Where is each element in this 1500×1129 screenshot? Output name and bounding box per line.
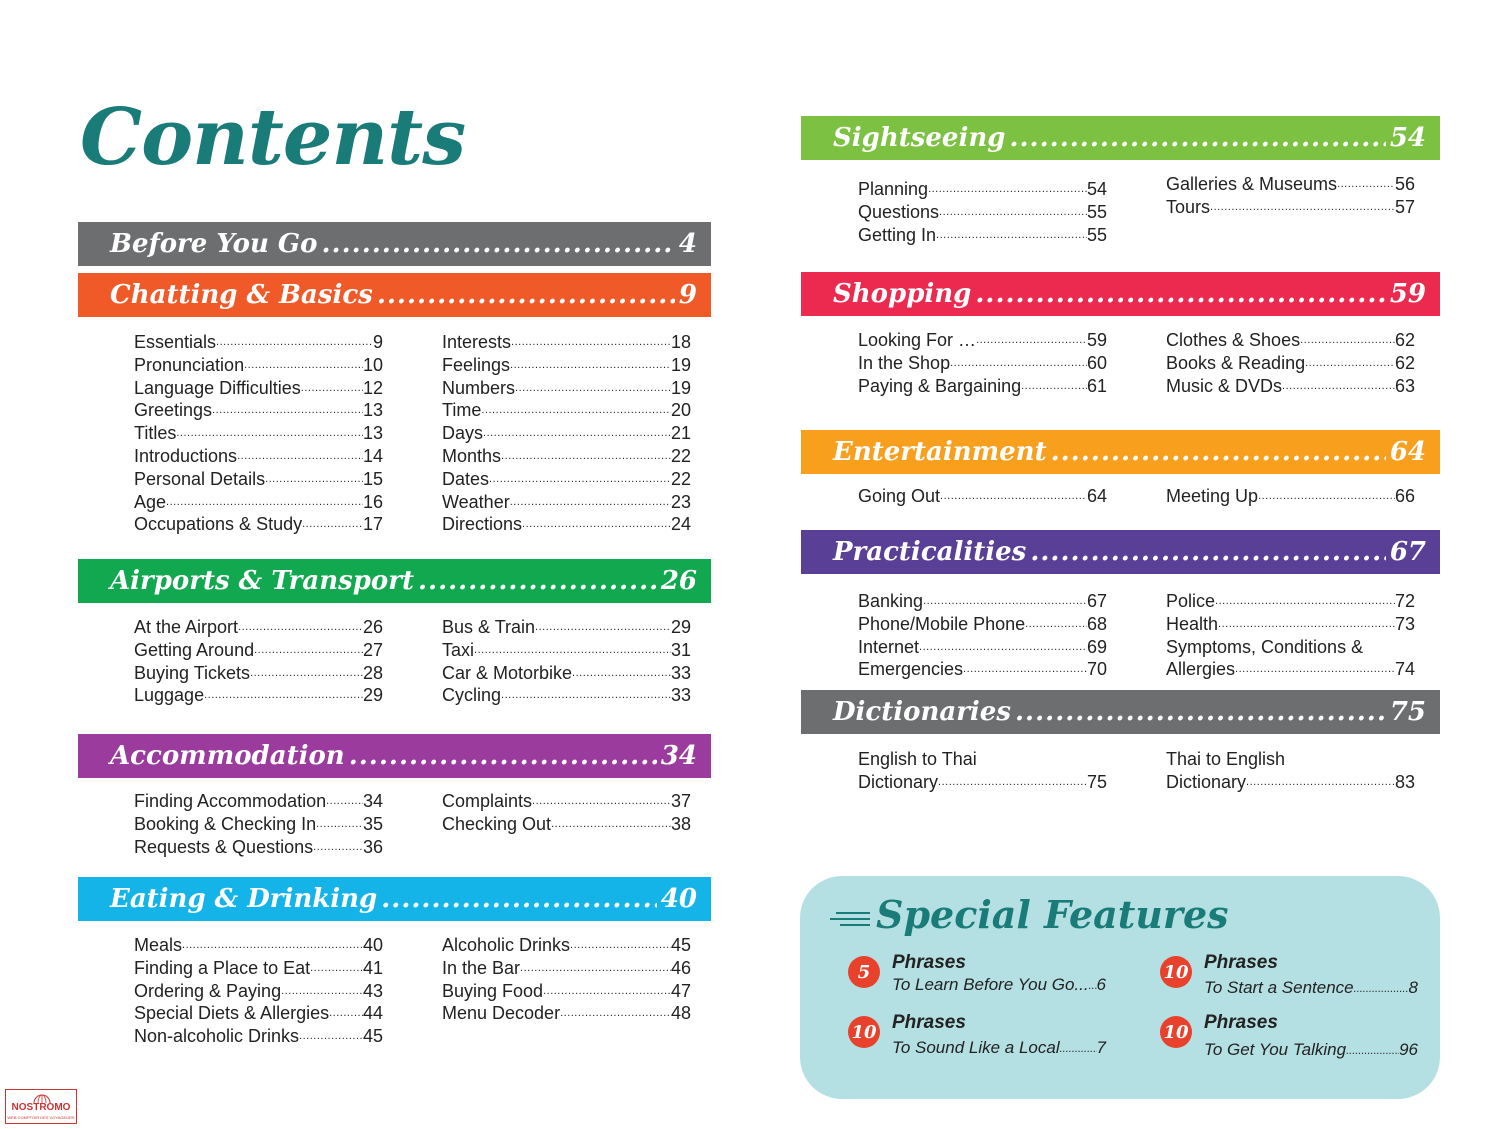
entry-page: 38 <box>670 813 691 834</box>
toc-column <box>858 178 1107 246</box>
entry-label: Checking Out <box>442 813 552 834</box>
section-page: 54 <box>1389 123 1426 153</box>
section-name: Shopping <box>833 279 972 309</box>
entry-page: 66 <box>1394 486 1415 506</box>
entry-label: Internet <box>858 636 920 657</box>
section-name: Practicalities <box>833 537 1027 567</box>
entry-label: Weather <box>442 491 510 512</box>
toc-column <box>858 590 1107 681</box>
toc-column <box>442 616 691 707</box>
toc-column <box>1166 748 1415 794</box>
toc-entry[interactable] <box>858 636 1107 659</box>
toc-entry[interactable] <box>858 178 1107 201</box>
entry-label: Alcoholic Drinks <box>442 935 571 955</box>
toc-column <box>442 331 691 536</box>
entry-label: Finding a Place to Eat <box>134 957 311 978</box>
toc-entry[interactable] <box>442 934 691 957</box>
entry-page: 75 <box>1086 771 1107 792</box>
toc-column <box>442 790 691 836</box>
toc-entry[interactable] <box>134 934 383 957</box>
entry-page: 63 <box>1394 375 1415 396</box>
entry-page: 13 <box>362 423 383 444</box>
toc-entry[interactable] <box>858 485 1107 508</box>
entry-page: 10 <box>362 354 383 375</box>
entry-label: Banking <box>858 591 924 611</box>
toc-entry[interactable] <box>1166 196 1415 219</box>
toc-entry[interactable] <box>1166 352 1415 375</box>
entry-label: Meeting Up <box>1166 486 1259 506</box>
logo-tagline: WEB COMPTOIR DES VOYAGEURS <box>7 1115 75 1120</box>
entry-label: Going Out <box>858 486 941 506</box>
section-bar-entertainment[interactable] <box>801 430 1440 474</box>
entry-page: 13 <box>362 400 383 421</box>
section-bar-practicalities[interactable] <box>801 530 1440 574</box>
number-badge: 5 <box>848 956 880 988</box>
toc-entry[interactable] <box>442 445 691 468</box>
entry-label: Cycling <box>442 685 502 706</box>
feature-heading: Phrases <box>1204 1012 1278 1033</box>
toc-entry[interactable] <box>1166 590 1415 613</box>
entry-page: 22 <box>670 445 691 466</box>
toc-column <box>134 934 383 1048</box>
toc-entry[interactable] <box>442 331 691 354</box>
entry-label: Dictionary <box>1166 771 1247 792</box>
entry-label: Interests <box>442 332 512 352</box>
entry-label: Ordering & Paying <box>134 980 282 1001</box>
feature-subtitle: To Sound Like a Local <box>892 1038 1060 1057</box>
toc-entry[interactable] <box>1166 173 1415 196</box>
entry-label: Titles <box>134 423 177 444</box>
toc-entry[interactable] <box>134 331 383 354</box>
entry-label: Dates <box>442 468 490 489</box>
toc-entry[interactable] <box>858 658 1107 681</box>
entry-page: 69 <box>1086 636 1107 657</box>
entry-page: 74 <box>1394 659 1415 680</box>
toc-entry[interactable] <box>134 445 383 468</box>
feature-heading: Phrases <box>892 1012 966 1033</box>
toc-entry[interactable] <box>134 377 383 400</box>
entry-page: 33 <box>670 685 691 706</box>
toc-entry[interactable] <box>134 399 383 422</box>
entry-page: 48 <box>670 1003 691 1024</box>
entry-page: 57 <box>1394 196 1415 217</box>
entry-label: Special Diets & Allergies <box>134 1003 330 1024</box>
entry-page: 15 <box>362 468 383 489</box>
section-page: 26 <box>660 566 697 596</box>
entry-page: 45 <box>362 1026 383 1047</box>
toc-entry[interactable] <box>1166 329 1415 352</box>
section-name: Before You Go <box>110 229 318 259</box>
section-page: 59 <box>1389 279 1426 309</box>
toc-entry[interactable] <box>134 836 383 859</box>
entry-label: Galleries & Museums <box>1166 174 1338 194</box>
entry-page: 73 <box>1394 613 1415 634</box>
entry-label: Buying Food <box>442 980 544 1001</box>
entry-label: Police <box>1166 591 1216 611</box>
toc-column <box>1166 329 1415 397</box>
toc-entry[interactable] <box>858 771 1107 794</box>
toc-entry[interactable] <box>1166 658 1415 681</box>
entry-label: Non-alcoholic Drinks <box>134 1026 300 1047</box>
toc-entry[interactable] <box>134 813 383 836</box>
entry-page: 46 <box>670 957 691 978</box>
toc-entry[interactable] <box>858 375 1107 398</box>
number-badge: 10 <box>848 1016 880 1048</box>
feature-heading: Phrases <box>892 952 966 973</box>
toc-entry[interactable] <box>134 468 383 491</box>
entry-label: Planning <box>858 179 929 199</box>
toc-column <box>1166 173 1415 219</box>
entry-label: Bus & Train <box>442 617 536 637</box>
toc-entry[interactable] <box>442 980 691 1003</box>
toc-entry[interactable] <box>442 616 691 639</box>
entry-label: Dictionary <box>858 771 939 792</box>
toc-entry[interactable] <box>858 201 1107 224</box>
entry-page: 54 <box>1086 179 1107 199</box>
entry-label: Car & Motorbike <box>442 662 573 683</box>
section-bar-eating-drinking[interactable] <box>78 877 711 921</box>
section-bar-sightseeing[interactable] <box>801 116 1440 160</box>
toc-entry[interactable] <box>442 513 691 536</box>
entry-label: Clothes & Shoes <box>1166 330 1301 350</box>
entry-label: Directions <box>442 514 523 535</box>
toc-entry[interactable] <box>858 748 1107 771</box>
number-badge: 10 <box>1160 956 1192 988</box>
entry-label: Introductions <box>134 445 238 466</box>
feature-page: 8 <box>1408 978 1418 997</box>
entry-page: 72 <box>1394 591 1415 611</box>
toc-column <box>858 485 1107 508</box>
toc-entry[interactable] <box>134 513 383 536</box>
toc-entry[interactable] <box>442 662 691 685</box>
entry-page: 70 <box>1086 659 1107 680</box>
entry-page: 44 <box>362 1003 383 1024</box>
toc-entry[interactable] <box>442 354 691 377</box>
toc-column <box>134 331 383 536</box>
entry-page: 9 <box>372 332 383 352</box>
toc-entry[interactable] <box>442 813 691 836</box>
feature-page: 6 <box>1096 975 1106 994</box>
entry-label: Symptoms, Conditions & <box>1166 636 1364 657</box>
entry-label: Time <box>442 400 482 421</box>
entry-page: 14 <box>362 445 383 466</box>
entry-label: Booking & Checking In <box>134 813 317 834</box>
entry-page: 68 <box>1086 613 1107 634</box>
feature-subtitle: To Start a Sentence <box>1204 978 1354 997</box>
toc-entry[interactable] <box>1166 748 1415 771</box>
entry-label: Meals <box>134 935 183 955</box>
entry-page: 29 <box>362 685 383 706</box>
toc-entry[interactable] <box>442 491 691 514</box>
entry-page: 35 <box>362 813 383 834</box>
toc-entry[interactable] <box>134 684 383 707</box>
entry-page: 28 <box>362 662 383 683</box>
entry-label: Health <box>1166 613 1219 634</box>
entry-page: 20 <box>670 400 691 421</box>
toc-entry[interactable] <box>858 590 1107 613</box>
section-bar-accommodation[interactable] <box>78 734 711 778</box>
entry-label: Feelings <box>442 354 511 375</box>
entry-label: Greetings <box>134 400 213 421</box>
toc-entry[interactable] <box>134 491 383 514</box>
entry-label: Tours <box>1166 196 1211 217</box>
toc-entry[interactable] <box>1166 771 1415 794</box>
entry-label: Looking For … <box>858 330 977 350</box>
entry-page: 33 <box>670 662 691 683</box>
entry-label: Paying & Bargaining <box>858 375 1022 396</box>
entry-page: 61 <box>1086 375 1107 396</box>
feature-subtitle: To Get You Talking <box>1204 1040 1347 1059</box>
section-bar-airports-transport[interactable] <box>78 559 711 603</box>
entry-label: In the Bar <box>442 957 521 978</box>
entry-page: 36 <box>362 836 383 857</box>
page-title: Contents <box>80 92 466 183</box>
entry-label: Pronunciation <box>134 354 245 375</box>
entry-label: Months <box>442 445 502 466</box>
section-name: Sightseeing <box>833 123 1006 153</box>
entry-label: Phone/Mobile Phone <box>858 613 1026 634</box>
entry-label: Getting Around <box>134 639 255 660</box>
toc-entry[interactable] <box>442 377 691 400</box>
toc-column <box>1166 485 1415 508</box>
toc-entry[interactable] <box>858 613 1107 636</box>
toc-entry[interactable] <box>1166 613 1415 636</box>
special-features-panel <box>800 876 1440 1099</box>
entry-page: 37 <box>670 791 691 811</box>
entry-page: 19 <box>670 354 691 375</box>
entry-page: 55 <box>1086 201 1107 222</box>
entry-label: Emergencies <box>858 659 964 680</box>
toc-entry[interactable] <box>134 957 383 980</box>
entry-page: 67 <box>1086 591 1107 611</box>
section-name: Eating & Drinking <box>110 884 378 914</box>
entry-page: 83 <box>1394 771 1415 792</box>
entry-label: Menu Decoder <box>442 1003 561 1024</box>
entry-page: 19 <box>670 377 691 398</box>
entry-page: 23 <box>670 491 691 512</box>
section-page: 40 <box>660 884 697 914</box>
entry-page: 62 <box>1394 352 1415 373</box>
toc-entry[interactable] <box>134 354 383 377</box>
toc-entry[interactable] <box>442 422 691 445</box>
toc-entry[interactable] <box>134 980 383 1003</box>
entry-label: Essentials <box>134 332 217 352</box>
nostromo-logo <box>5 1089 77 1124</box>
entry-page: 59 <box>1086 330 1107 350</box>
section-name: Dictionaries <box>833 697 1011 727</box>
entry-label: Requests & Questions <box>134 836 314 857</box>
entry-page: 18 <box>670 332 691 352</box>
entry-page: 22 <box>670 468 691 489</box>
entry-label: Luggage <box>134 685 205 706</box>
toc-entry[interactable] <box>134 422 383 445</box>
entry-page: 56 <box>1394 174 1415 194</box>
toc-entry[interactable] <box>442 468 691 491</box>
section-bar-dictionaries[interactable] <box>801 690 1440 734</box>
entry-label: Days <box>442 423 484 444</box>
entry-label: Occupations & Study <box>134 514 303 535</box>
section-page: 67 <box>1389 537 1426 567</box>
section-page: 34 <box>660 741 697 771</box>
toc-entry[interactable] <box>1166 636 1415 659</box>
section-page: 9 <box>678 280 697 310</box>
entry-page: 29 <box>670 617 691 637</box>
entry-page: 64 <box>1086 486 1107 506</box>
entry-page: 47 <box>670 980 691 1001</box>
toc-column <box>858 748 1107 794</box>
toc-entry[interactable] <box>442 639 691 662</box>
toc-entry[interactable] <box>442 399 691 422</box>
entry-page: 43 <box>362 980 383 1001</box>
toc-entry[interactable] <box>1166 375 1415 398</box>
section-name: Entertainment <box>833 437 1047 467</box>
section-bar-shopping[interactable] <box>801 272 1440 316</box>
entry-label: In the Shop <box>858 352 951 373</box>
entry-page: 45 <box>670 935 691 955</box>
entry-label: Allergies <box>1166 659 1236 680</box>
toc-column <box>134 790 383 858</box>
entry-label: Finding Accommodation <box>134 791 327 811</box>
entry-label: Personal Details <box>134 468 266 489</box>
feature-heading: Phrases <box>1204 952 1278 973</box>
toc-entry[interactable] <box>134 790 383 813</box>
entry-page: 40 <box>362 935 383 955</box>
entry-page: 62 <box>1394 330 1415 350</box>
section-page: 64 <box>1389 437 1426 467</box>
toc-entry[interactable] <box>858 329 1107 352</box>
toc-entry[interactable] <box>134 616 383 639</box>
entry-label: Complaints <box>442 791 533 811</box>
toc-column <box>134 616 383 707</box>
toc-entry[interactable] <box>858 352 1107 375</box>
toc-entry[interactable] <box>442 790 691 813</box>
special-features-title: Special Features <box>876 892 1229 937</box>
section-bar-chatting-basics[interactable] <box>78 273 711 317</box>
toc-entry[interactable] <box>134 662 383 685</box>
toc-column <box>1166 590 1415 681</box>
entry-page: 60 <box>1086 352 1107 373</box>
entry-label: Books & Reading <box>1166 352 1306 373</box>
section-bar-before-you-go[interactable] <box>78 222 711 266</box>
entry-label: English to Thai <box>858 749 977 769</box>
section-page: 4 <box>678 229 697 259</box>
feature-page: 96 <box>1399 1040 1418 1059</box>
toc-column <box>442 934 691 1025</box>
entry-label: Thai to English <box>1166 749 1286 769</box>
toc-column <box>858 329 1107 397</box>
entry-label: Taxi <box>442 639 475 660</box>
entry-page: 21 <box>670 423 691 444</box>
toc-entry[interactable] <box>1166 485 1415 508</box>
entry-page: 31 <box>670 639 691 660</box>
entry-page: 27 <box>362 639 383 660</box>
toc-entry[interactable] <box>134 1025 383 1048</box>
entry-label: At the Airport <box>134 617 239 637</box>
section-name: Airports & Transport <box>110 566 414 596</box>
entry-page: 16 <box>362 491 383 512</box>
entry-label: Language Difficulties <box>134 377 301 398</box>
entry-page: 26 <box>362 617 383 637</box>
section-name: Accommodation <box>110 741 345 771</box>
entry-label: Numbers <box>442 377 516 398</box>
entry-page: 24 <box>670 514 691 535</box>
entry-page: 12 <box>362 377 383 398</box>
logo-name: NOSTROMO <box>11 1102 71 1113</box>
entry-label: Questions <box>858 201 940 222</box>
entry-page: 17 <box>362 514 383 535</box>
section-name: Chatting & Basics <box>110 280 373 310</box>
toc-entry[interactable] <box>134 1002 383 1025</box>
section-page: 75 <box>1389 697 1426 727</box>
toc-entry[interactable] <box>858 224 1107 247</box>
number-badge: 10 <box>1160 1016 1192 1048</box>
entry-label: Age <box>134 491 167 512</box>
feature-page: 7 <box>1096 1038 1106 1057</box>
entry-page: 55 <box>1086 224 1107 245</box>
toc-entry[interactable] <box>134 639 383 662</box>
entry-page: 41 <box>362 957 383 978</box>
toc-entry[interactable] <box>442 1002 691 1025</box>
entry-label: Getting In <box>858 224 937 245</box>
entry-page: 34 <box>362 791 383 811</box>
entry-label: Buying Tickets <box>134 662 251 683</box>
feature-subtitle: To Learn Before You Go... <box>892 975 1089 994</box>
toc-entry[interactable] <box>442 684 691 707</box>
toc-entry[interactable] <box>442 957 691 980</box>
entry-label: Music & DVDs <box>1166 375 1283 396</box>
speed-lines-icon <box>830 909 872 929</box>
